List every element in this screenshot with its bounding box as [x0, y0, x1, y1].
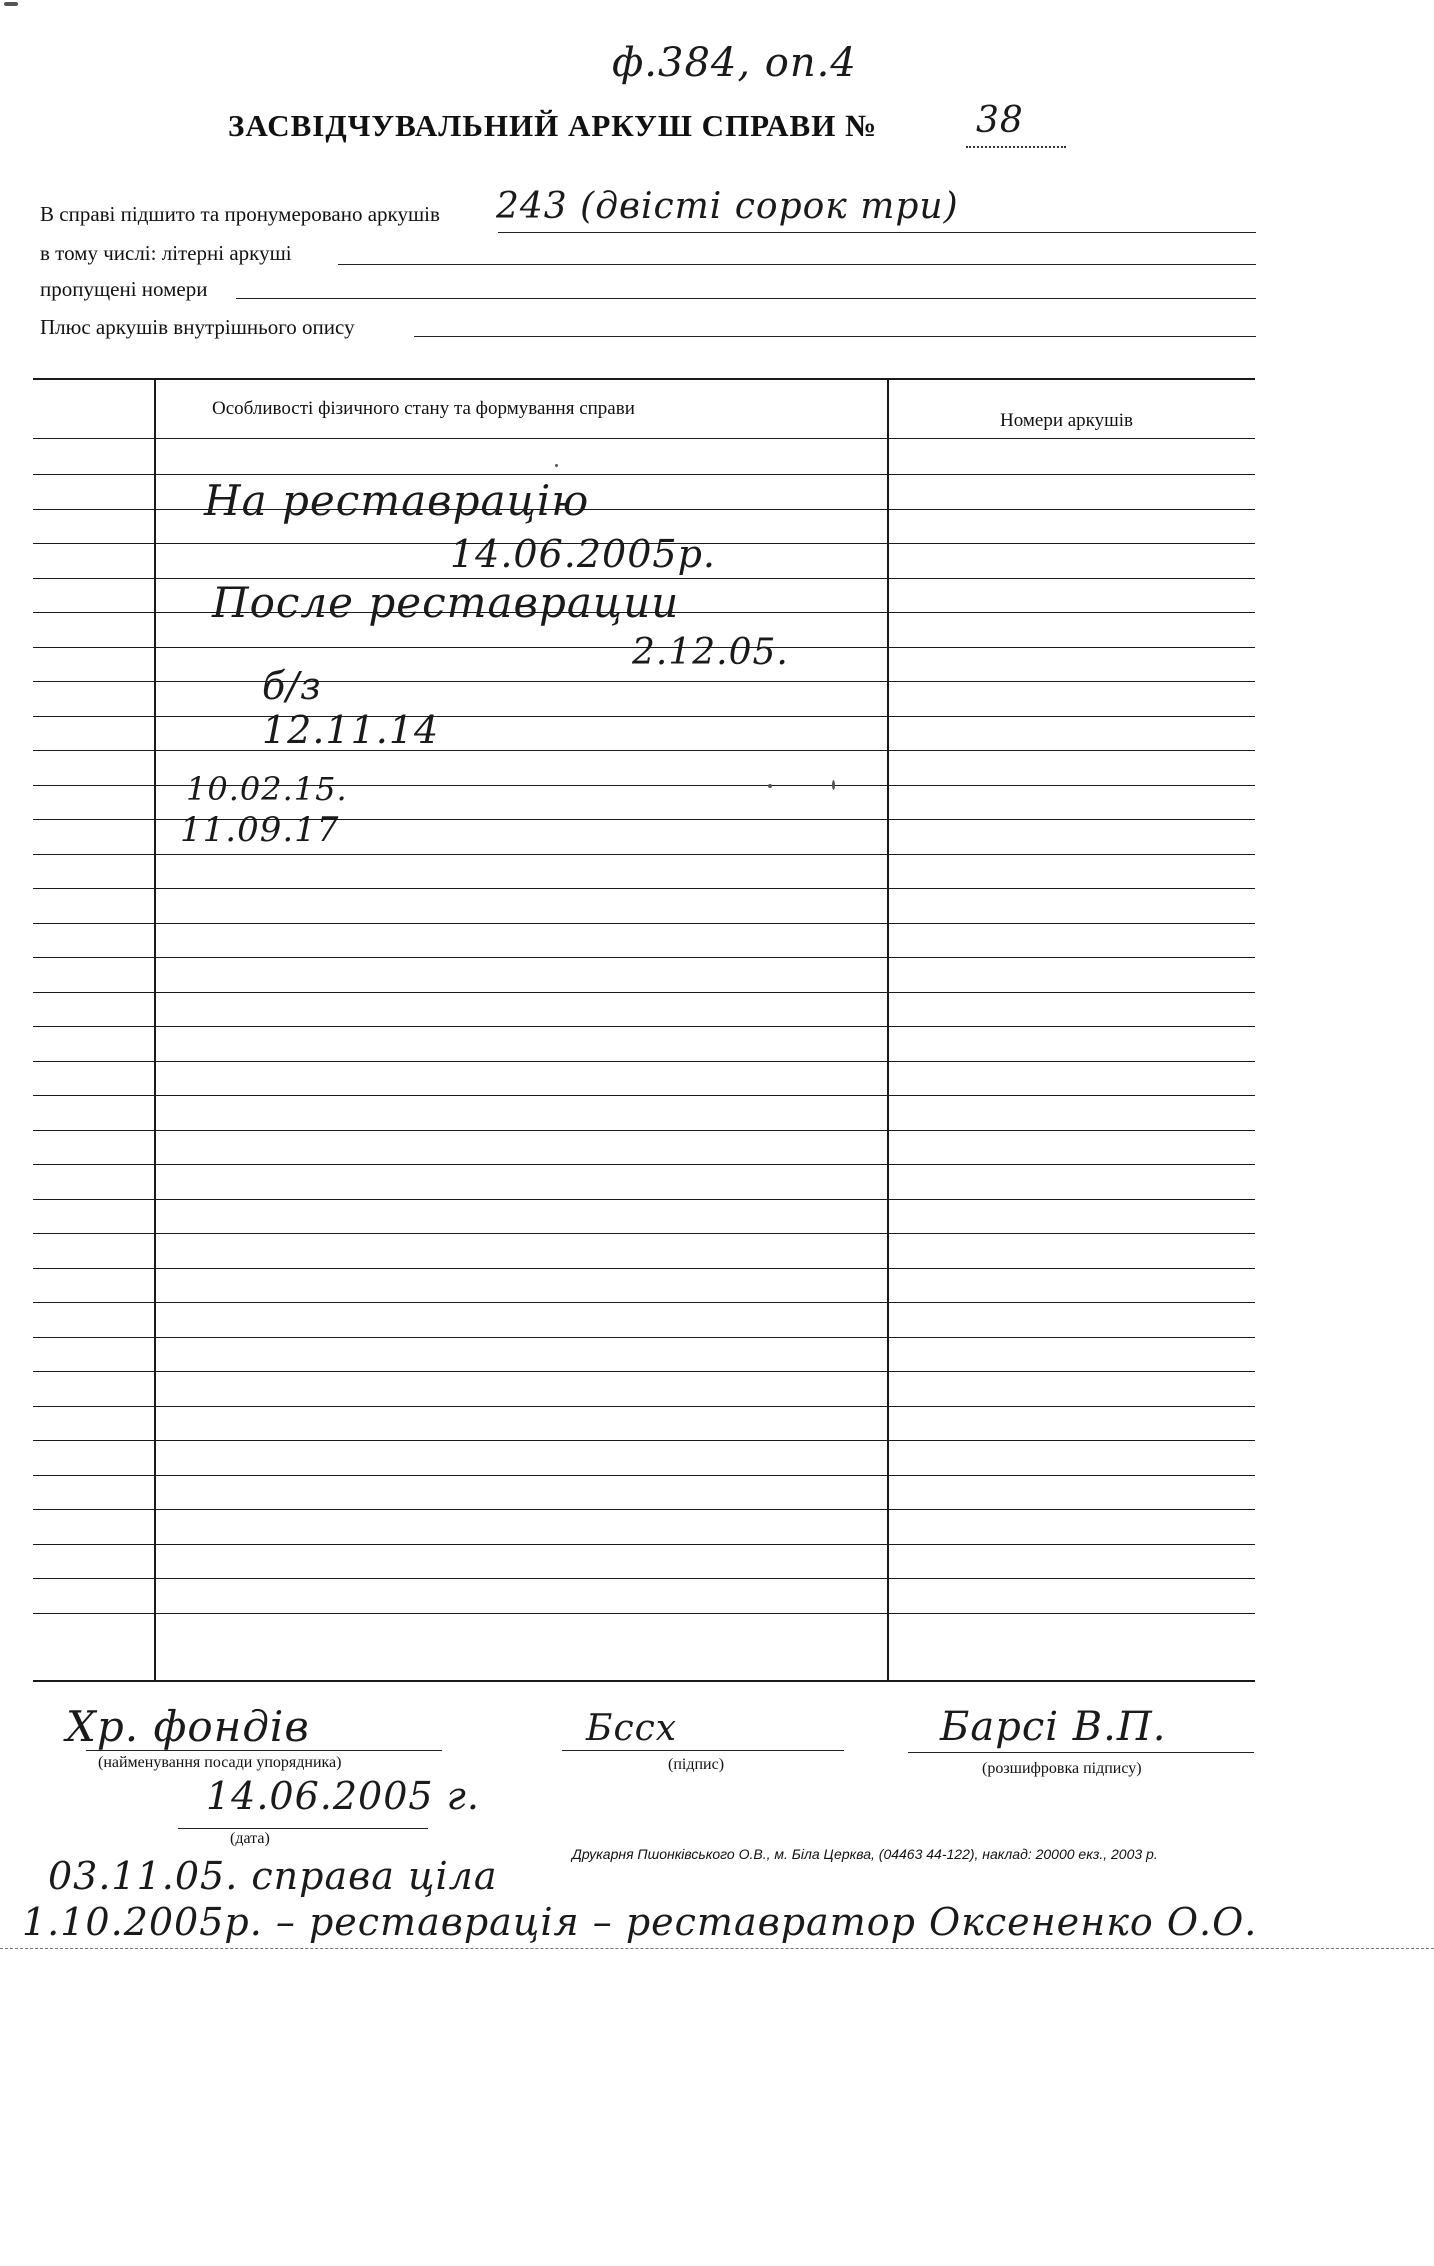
decoding-caption: (розшифровка підпису): [982, 1760, 1142, 1777]
table-rule-line: [33, 888, 1255, 889]
table-rule-line: [33, 1095, 1255, 1096]
position-caption: (найменування посади упорядника): [98, 1754, 342, 1771]
signature-mark: Бссх: [586, 1708, 678, 1749]
case-number: 38: [976, 100, 1024, 141]
signature-line: [562, 1750, 844, 1751]
entry-after-restoration: После реставрации: [212, 578, 680, 627]
table-rule-line: [33, 1061, 1255, 1062]
table-rule-line: [33, 1302, 1255, 1303]
date-line: [178, 1828, 428, 1829]
table-rule-line: [33, 1233, 1255, 1234]
printer-imprint: Друкарня Пшонківського О.В., м. Біла Церква, (04463 44-122), наклад: 20000 екз., 2003 р.: [572, 1846, 1158, 1862]
table-rule-line: [33, 1026, 1255, 1027]
scan-speck: [4, 2, 18, 6]
table-rule-line: [33, 1440, 1255, 1441]
table-rule-line: [33, 854, 1255, 855]
table-rule-line: [33, 1199, 1255, 1200]
table-rule-line: [33, 378, 1255, 380]
position-line: [86, 1750, 442, 1751]
title-text: ЗАСВІДЧУВАЛЬНИЙ АРКУШ СПРАВИ №: [228, 108, 878, 143]
table-right-divider: [887, 380, 889, 1680]
table-rule-line: [33, 1371, 1255, 1372]
scan-speck: [832, 780, 835, 790]
scan-speck: [555, 464, 558, 467]
letter-sheets-label: в тому числі: літерні аркуші: [40, 241, 292, 265]
date-value: 14.06.2005 г.: [206, 1774, 480, 1818]
table-rule-line: [33, 957, 1255, 958]
inner-inventory-rule: [414, 336, 1256, 337]
table-rule-line: [33, 1337, 1255, 1338]
table-rule-line: [33, 1613, 1255, 1614]
entry-check-2017: 11.09.17: [180, 810, 340, 850]
sheets-label: В справі підшито та пронумеровано аркушів: [40, 202, 440, 226]
signature-caption: (підпис): [668, 1756, 725, 1773]
footer-note-2: 1.10.2005р. – реставрація – реставратор Оксененко О.О.: [22, 1900, 1258, 1944]
inner-inventory-label: Плюс аркушів внутрішнього опису: [40, 315, 355, 339]
table-rule-line: [33, 716, 1255, 717]
entry-restoration: На реставрацію: [204, 476, 590, 525]
date-caption: (дата): [230, 1830, 270, 1847]
table-rule-line: [33, 1130, 1255, 1131]
case-number-dotted-line: [966, 146, 1066, 148]
table-rule-line: [33, 474, 1255, 475]
decoding-line: [908, 1752, 1254, 1753]
archive-reference: ф.384, оп.4: [612, 40, 857, 86]
table-rule-line: [33, 1509, 1255, 1510]
table-rule-line: [33, 1578, 1255, 1579]
entry-check-2015: 10.02.15.: [186, 770, 348, 808]
page-edge-line: [0, 1948, 1434, 1949]
entry-check-2014: 12.11.14: [262, 708, 440, 752]
table-rule-line: [33, 750, 1255, 751]
document-title: [228, 108, 877, 144]
decoding-value: Барсі В.П.: [940, 1704, 1167, 1750]
table-rule-line: [33, 1680, 1255, 1682]
table-rule-line: [33, 923, 1255, 924]
table-rule-line: [33, 1406, 1255, 1407]
table-rule-line: [33, 1544, 1255, 1545]
missed-numbers-rule: [236, 298, 1256, 299]
table-rule-line: [33, 1164, 1255, 1165]
table-left-divider: [154, 378, 156, 1680]
table-rule-line: [33, 992, 1255, 993]
footer-note-1: 03.11.05. справа ціла: [48, 1854, 498, 1898]
col-header-sheet-numbers: Номери аркушів: [1000, 410, 1134, 431]
letter-sheets-rule: [338, 264, 1256, 265]
entry-after-restoration-date: 2.12.05.: [632, 632, 789, 673]
table-rule-line: [33, 1268, 1255, 1269]
col-header-condition: Особливості фізичного стану та формування справи: [212, 398, 635, 419]
sheets-value: 243 (двісті сорок три): [496, 186, 959, 227]
entry-restoration-date: 14.06.2005р.: [450, 532, 716, 576]
table-rule-line: [33, 438, 1255, 439]
scan-speck: [768, 784, 772, 788]
table-rule-line: [33, 681, 1255, 682]
missed-numbers-label: пропущені номери: [40, 277, 208, 301]
sheets-rule: [498, 232, 1256, 233]
entry-bz: б/з: [262, 664, 322, 708]
table-rule-line: [33, 1475, 1255, 1476]
position-value: Хр. фондів: [66, 1702, 310, 1751]
